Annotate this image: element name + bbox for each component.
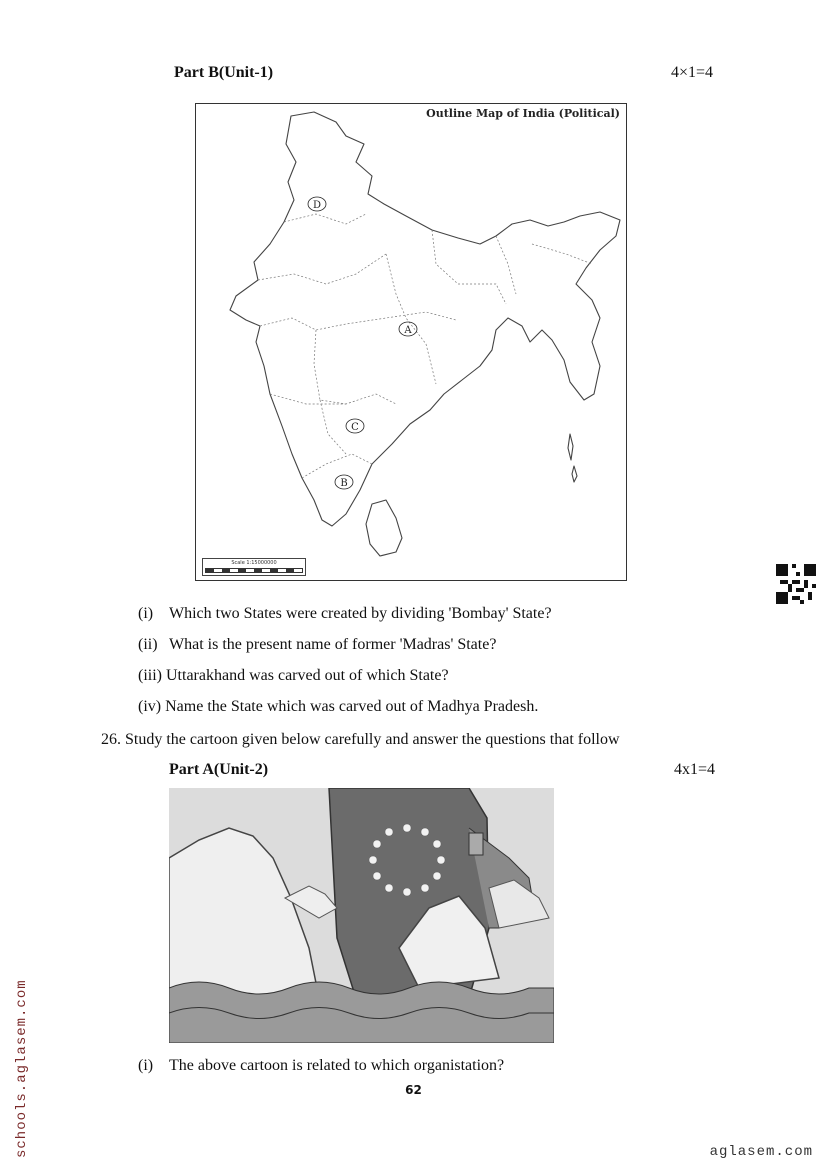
map-label-a: A bbox=[404, 325, 412, 336]
question-text: Which two States were created by dividing 'Bombay' State? bbox=[169, 605, 552, 622]
map-scale-bar bbox=[202, 558, 306, 576]
map-label-c: C bbox=[351, 422, 359, 433]
footer-watermark: aglasem.com bbox=[709, 1144, 813, 1160]
eu-ship-cartoon bbox=[169, 788, 554, 1043]
qr-code-icon bbox=[776, 564, 816, 604]
cartoon-drawing bbox=[169, 788, 554, 1043]
question-25-ii bbox=[138, 635, 496, 655]
question-25-iv bbox=[138, 697, 538, 717]
part-b-marks: 4×1=4 bbox=[671, 64, 714, 81]
question-text: The above cartoon is related to which organistation? bbox=[169, 1057, 505, 1074]
map-scale-text: Scale 1:15000000 bbox=[231, 560, 277, 566]
india-map-drawing bbox=[196, 104, 626, 580]
page-number: 62 bbox=[405, 1083, 422, 1097]
part-a-marks: 4x1=4 bbox=[674, 761, 716, 778]
question-number: (iii) bbox=[138, 667, 162, 684]
question-number: (ii) bbox=[138, 636, 158, 653]
question-26-prompt: 26. Study the cartoon given below carefully and answer the questions that follow bbox=[101, 731, 620, 748]
map-label-d: D bbox=[312, 200, 322, 211]
part-b-heading: Part B(Unit-1) bbox=[174, 64, 274, 81]
question-number: (i) bbox=[138, 605, 154, 622]
question-text: What is the present name of former 'Madras' State? bbox=[169, 636, 497, 653]
map-title: Outline Map of India (Political) bbox=[426, 107, 620, 120]
question-number: (i) bbox=[138, 1057, 154, 1074]
question-number: (iv) bbox=[138, 698, 162, 715]
part-a-heading: Part A(Unit-2) bbox=[169, 761, 269, 778]
question-25-iii bbox=[138, 666, 449, 686]
india-outline-map bbox=[195, 103, 627, 581]
question-text: Uttarakhand was carved out of which State? bbox=[166, 667, 449, 684]
question-text: Name the State which was carved out of Madhya Pradesh. bbox=[165, 698, 539, 715]
question-26-i bbox=[138, 1056, 504, 1076]
map-label-b: B bbox=[340, 478, 348, 489]
side-watermark: schools.aglasem.com bbox=[14, 979, 30, 1158]
question-25-i bbox=[138, 604, 552, 624]
sri-lanka-outline bbox=[366, 500, 402, 556]
